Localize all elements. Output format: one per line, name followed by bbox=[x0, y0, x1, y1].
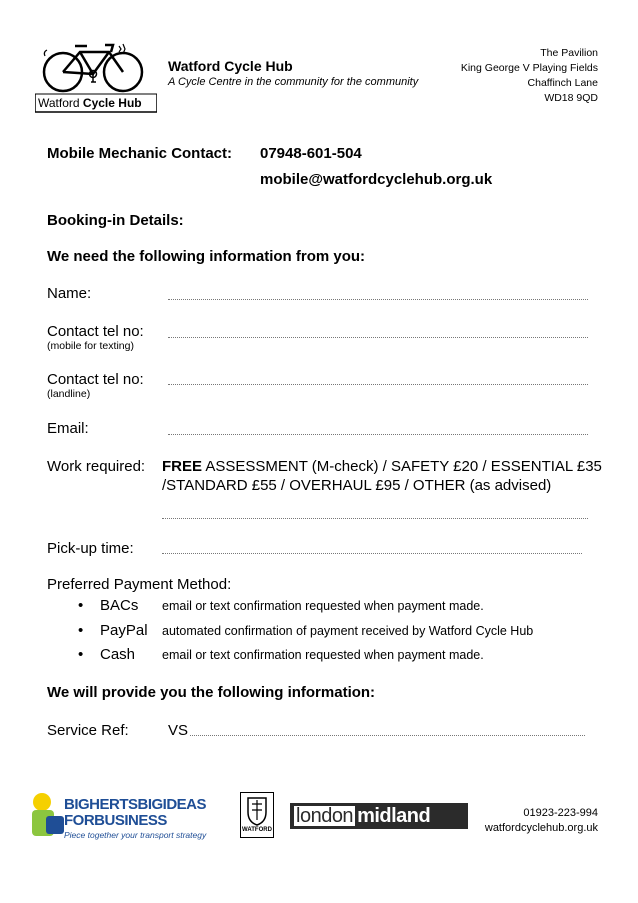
address-line: King George V Playing Fields bbox=[460, 62, 598, 74]
contact-email: mobile@watfordcyclehub.org.uk bbox=[260, 171, 493, 188]
payment-method-desc: email or text confirmation requested when payment made. bbox=[162, 599, 484, 613]
cycle-hub-logo bbox=[35, 40, 157, 114]
provide-heading: We will provide you the following information: bbox=[47, 684, 376, 701]
address-line: The Pavilion bbox=[540, 47, 598, 59]
tel-mobile-field[interactable] bbox=[168, 337, 588, 338]
payment-method-name: PayPal bbox=[100, 622, 148, 639]
pickup-label: Pick-up time: bbox=[47, 540, 134, 557]
work-label: Work required: bbox=[47, 458, 146, 475]
service-ref-prefix: VS bbox=[168, 722, 189, 739]
bhbi-logo bbox=[28, 790, 228, 850]
tel-landline-label: Contact tel no: bbox=[47, 371, 144, 388]
service-ref-label: Service Ref: bbox=[47, 722, 129, 739]
logo-text bbox=[38, 96, 142, 110]
tel-landline-field[interactable] bbox=[168, 384, 588, 385]
name-label: Name: bbox=[47, 285, 92, 302]
payment-method-desc: email or text confirmation requested when payment made. bbox=[162, 648, 484, 662]
address bbox=[461, 46, 598, 106]
tagline: A Cycle Centre in the community for the community bbox=[168, 76, 419, 88]
tel-mobile-label: Contact tel no: bbox=[47, 323, 144, 340]
footer-phone: 01923-223-994 bbox=[523, 807, 598, 819]
address-line: WD18 9QD bbox=[544, 92, 598, 104]
logo-text-plain: Watford bbox=[38, 96, 80, 110]
tel-mobile-note: (mobile for texting) bbox=[47, 340, 134, 352]
tel-landline-note: (landline) bbox=[47, 388, 91, 400]
contact-phone: 07948-601-504 bbox=[260, 145, 362, 162]
booking-subheading: We need the following information from you: bbox=[47, 248, 366, 265]
bullet-icon: • bbox=[78, 646, 84, 663]
watford-crest-label: WATFORD bbox=[242, 827, 272, 833]
lm-bold-text: midland bbox=[357, 805, 431, 827]
footer-website[interactable]: watfordcyclehub.org.uk bbox=[484, 822, 598, 834]
contact-label: Mobile Mechanic Contact: bbox=[47, 145, 233, 162]
payment-method-name: Cash bbox=[100, 646, 136, 663]
work-free: FREE bbox=[162, 458, 203, 475]
work-options-line1 bbox=[162, 458, 602, 475]
pickup-field[interactable] bbox=[162, 553, 582, 554]
payment-method-desc: automated confirmation of payment received by Watford Cycle Hub bbox=[162, 624, 534, 638]
address-line: Chaffinch Lane bbox=[527, 77, 598, 89]
email-label: Email: bbox=[47, 420, 89, 437]
bhbi-line1: BIGHERTSBIGIDEAS bbox=[64, 796, 207, 813]
bullet-icon: • bbox=[78, 622, 84, 639]
puzzle-person-icon bbox=[28, 790, 68, 840]
work-line1-rest: ASSESSMENT (M-check) / SAFETY £20 / ESSENTIAL £35 bbox=[202, 458, 602, 475]
bhbi-tagline: Piece together your transport strategy bbox=[64, 830, 207, 840]
work-other-field[interactable] bbox=[162, 518, 588, 519]
bullet-icon: • bbox=[78, 597, 84, 614]
footer-contact bbox=[485, 806, 598, 836]
email-field[interactable] bbox=[168, 434, 588, 435]
org-name: Watford Cycle Hub bbox=[168, 58, 293, 74]
work-options-line2: /STANDARD £55 / OVERHAUL £95 / OTHER (as advised) bbox=[162, 477, 552, 494]
watford-crest bbox=[240, 792, 274, 838]
shield-icon bbox=[246, 796, 268, 826]
payment-method-name: BACs bbox=[100, 597, 139, 614]
bhbi-line2: FORBUSINESS bbox=[64, 812, 167, 829]
london-midland-logo bbox=[290, 803, 468, 829]
payment-heading: Preferred Payment Method: bbox=[47, 576, 232, 593]
name-field[interactable] bbox=[168, 299, 588, 300]
logo-text-bold: Cycle Hub bbox=[82, 96, 142, 110]
service-ref-field[interactable] bbox=[190, 735, 585, 736]
lm-light-text: london bbox=[296, 805, 354, 827]
booking-heading: Booking-in Details: bbox=[47, 212, 184, 229]
